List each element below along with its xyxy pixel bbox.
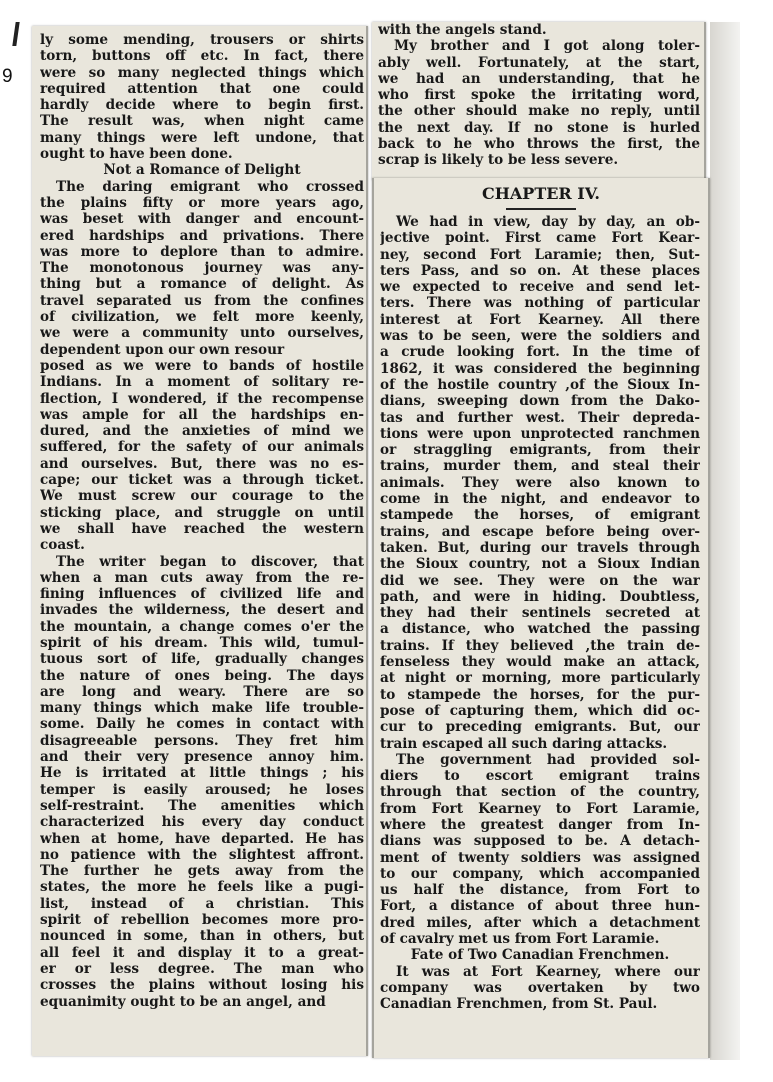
text-line: of cavalry met us from Fort Laramie. (380, 931, 660, 948)
page-fold-shadow (710, 22, 740, 1060)
text-line: fenseless they would make an attack, (380, 654, 700, 671)
text-line: 1862, it was considered the beginning (380, 360, 700, 377)
text-line: equanimity ought to be an angel, and (40, 993, 326, 1010)
text-line: posed as we were to bands of hostile (40, 357, 364, 374)
text-line: Fate of Two Canadian Frenchmen. (410, 947, 670, 964)
text-line: we expected to receive and send let- (380, 279, 700, 296)
text-line: cape; our ticket was a through ticket. (40, 472, 364, 489)
text-line: The result was, when night came (40, 113, 364, 130)
text-line: sticking place, and struggle on until (40, 504, 364, 521)
left-column-text (40, 32, 364, 1010)
text-line: dured, and the anxieties of mind we (40, 423, 364, 440)
text-line: pose of capturing them, which did oc- (380, 702, 700, 719)
text-line: we were a community unto ourselves, (40, 325, 364, 342)
text-line: a crude looking fort. In the time of (380, 344, 700, 361)
text-line: ably well. Fortunately, at the start, (378, 54, 700, 71)
text-line: the next day. If no stone is hurled (378, 119, 700, 136)
chapter-heading: CHAPTER IV. (482, 184, 600, 203)
text-line: train escaped all such daring attacks. (380, 735, 668, 752)
text-line: stampede the horses, of emigrant (380, 507, 700, 524)
text-line: or straggling emigrants, from their (380, 442, 700, 459)
text-line: was more to deplore than to admire. (40, 243, 364, 260)
text-line: characterized his every day conduct (40, 814, 364, 831)
text-line: to our company, which accompanied (380, 865, 700, 882)
text-line: come in the night, and endeavor to (380, 491, 700, 508)
text-line: ment of twenty soldiers was assigned (380, 849, 700, 866)
text-line: states, the more he feels like a pugi- (40, 879, 364, 896)
text-line: nounced in some, than in others, but (40, 928, 364, 945)
text-line: the mountain, a change comes o'er the (40, 618, 364, 635)
text-line: ters. There was nothing of particular (380, 295, 700, 312)
text-line: hardly decide where to begin first. (40, 97, 364, 114)
text-line: The government had provided sol- (396, 751, 700, 768)
text-line: trains, and escape before being over- (380, 523, 700, 540)
text-line: My brother and I got along toler- (394, 38, 700, 55)
text-line: at night or morning, more particularly (380, 670, 700, 687)
text-line: where the greatest danger from In- (380, 816, 700, 833)
text-line: tuous sort of life, gradually changes (40, 651, 364, 668)
text-line: required attention that one could (40, 80, 364, 97)
text-line: The writer began to discover, that (56, 553, 364, 570)
text-line: ters Pass, and so on. At these places (380, 262, 700, 279)
text-line: invades the wilderness, the desert and (40, 602, 364, 619)
text-line: self-restraint. The amenities which (40, 797, 364, 814)
text-line: cur to preceding emigrants. But, our (380, 719, 700, 736)
text-line: path, and were in hiding. Doubtless, (380, 588, 700, 605)
text-line: was ample for all the hardships en- (40, 406, 364, 423)
text-line: dians was supposed to be. A detach- (380, 833, 700, 850)
text-line: some. Daily he comes in contact with (40, 716, 364, 733)
text-line: Indians. In a moment of solitary re- (40, 374, 364, 391)
text-line: was beset with danger and encount- (40, 211, 364, 228)
text-line: dians, sweeping down from the Dako- (380, 393, 700, 410)
text-line: dred miles, after which a detachment (380, 914, 700, 931)
text-line: and their very presence annoy him. (40, 749, 364, 766)
left-clipping (32, 26, 368, 1056)
text-line: many things were left undone, that (40, 129, 364, 146)
text-line: with the angels stand. (378, 22, 547, 38)
text-line: spirit of his dream. This wild, tumul- (40, 634, 364, 651)
text-line: list, instead of a christian. This (40, 895, 364, 912)
text-line: jective point. First came Fort Kear- (380, 230, 700, 247)
text-line: through that section of the country, (380, 784, 700, 801)
text-line: of civilization, we felt more keenly, (40, 309, 364, 326)
text-line: animals. They were also known to (380, 474, 700, 491)
text-line: It was at Fort Kearney, where our (396, 963, 700, 980)
text-line: all feel it and display it to a great- (40, 944, 364, 961)
text-line: we shall have reached the western (40, 520, 364, 537)
text-line: The further he gets away from the (40, 863, 364, 880)
text-line: We had in view, day by day, an ob- (396, 214, 700, 230)
right-top-clipping (372, 22, 706, 180)
text-line: temper is easily aroused; he loses (40, 781, 364, 798)
text-line: they had their sentinels secreted at (380, 605, 700, 622)
text-line: coast. (40, 537, 85, 554)
text-line: trains. If they believed ,the train de- (380, 637, 700, 654)
text-line: the Sioux country, not a Sioux Indian (380, 556, 700, 573)
scrap-mark (12, 22, 19, 46)
text-line: tas and further west. Their depreda- (380, 409, 700, 426)
text-line: trains, murder them, and steal their (380, 458, 700, 475)
clipping-edge (708, 178, 710, 1058)
clipping-edge (366, 26, 368, 1056)
text-line: suffered, for the safety of our animals (40, 439, 364, 456)
text-line: and ourselves. But, there was no es- (40, 455, 364, 472)
text-line: when at home, have departed. He has (40, 830, 364, 847)
text-line: the plains fifty or more years ago, (40, 194, 364, 211)
text-line: We must screw our courage to the (40, 488, 364, 505)
right-bottom-column-text (380, 214, 700, 1013)
text-line: tions were upon unprotected ranchmen (380, 425, 700, 442)
text-line: back to he who throws the first, the (378, 136, 700, 153)
text-line: did we see. They were on the war (380, 572, 700, 589)
text-line: He is irritated at little things ; his (40, 765, 364, 782)
text-line: thing but a romance of delight. As (40, 276, 364, 293)
right-top-column-text (378, 22, 700, 169)
text-line: interest at Fort Kearney. All there (380, 311, 700, 328)
text-line: flection, I wondered, if the recompense (40, 390, 364, 407)
text-line: when a man cuts away from the re- (40, 569, 364, 586)
clipping-edge (372, 178, 374, 1058)
text-line: fining influences of civilized life and (40, 586, 364, 603)
text-line: torn, buttons off etc. In fact, there (40, 48, 364, 65)
text-line: we had an understanding, that he (378, 70, 700, 87)
text-line: spirit of rebellion becomes more pro- (40, 912, 364, 929)
text-line: ly some mending, trousers or shirts (40, 32, 364, 48)
text-line: were so many neglected things which (40, 64, 364, 81)
text-line: ought to have been done. (40, 146, 233, 163)
text-line: er or less degree. The man who (40, 960, 364, 977)
chapter-rule (506, 208, 576, 210)
margin-page-number: 9 (2, 66, 13, 87)
text-line: Not a Romance of Delight (103, 162, 301, 179)
text-line: a distance, who watched the passing (380, 621, 700, 638)
text-line: taken. But, during our travels through (380, 539, 700, 556)
text-line: The daring emigrant who crossed (56, 178, 364, 195)
clipping-edge (704, 22, 706, 180)
text-line: the other should make no reply, until (378, 103, 700, 120)
text-line: no patience with the slightest affront. (40, 846, 364, 863)
text-line: travel separated us from the confines (40, 292, 364, 309)
text-line: to stampede the horses, for the pur- (380, 686, 700, 703)
text-line: crosses the plains without losing his (40, 977, 364, 994)
text-line: the nature of ones being. The days (40, 667, 364, 684)
text-line: many things which make life trouble- (40, 700, 364, 717)
text-line: Canadian Frenchmen, from St. Paul. (380, 996, 658, 1013)
text-line: of the hostile country ,of the Sioux In- (380, 376, 700, 393)
text-line: company was overtaken by two (380, 979, 700, 996)
text-line: The monotonous journey was any- (40, 260, 364, 277)
text-line: disagreeable persons. They fret him (40, 732, 364, 749)
text-line: who first spoke the irritating word, (378, 87, 700, 104)
text-line: scrap is likely to be less severe. (378, 152, 619, 169)
text-line: are long and weary. There are so (40, 683, 364, 700)
right-bottom-clipping (372, 178, 710, 1058)
text-line: was to be seen, were the soldiers and (380, 328, 700, 345)
text-line: diers to escort emigrant trains (380, 768, 700, 785)
text-line: ered hardships and privations. There (40, 227, 364, 244)
text-line: from Fort Kearney to Fort Laramie, (380, 800, 700, 817)
text-line: us half the distance, from Fort to (380, 882, 700, 899)
text-line: Fort, a distance of about three hun- (380, 898, 700, 915)
text-line: dependent upon our own resour (40, 341, 285, 358)
text-line: ney, second Fort Laramie; then, Sut- (380, 246, 700, 263)
